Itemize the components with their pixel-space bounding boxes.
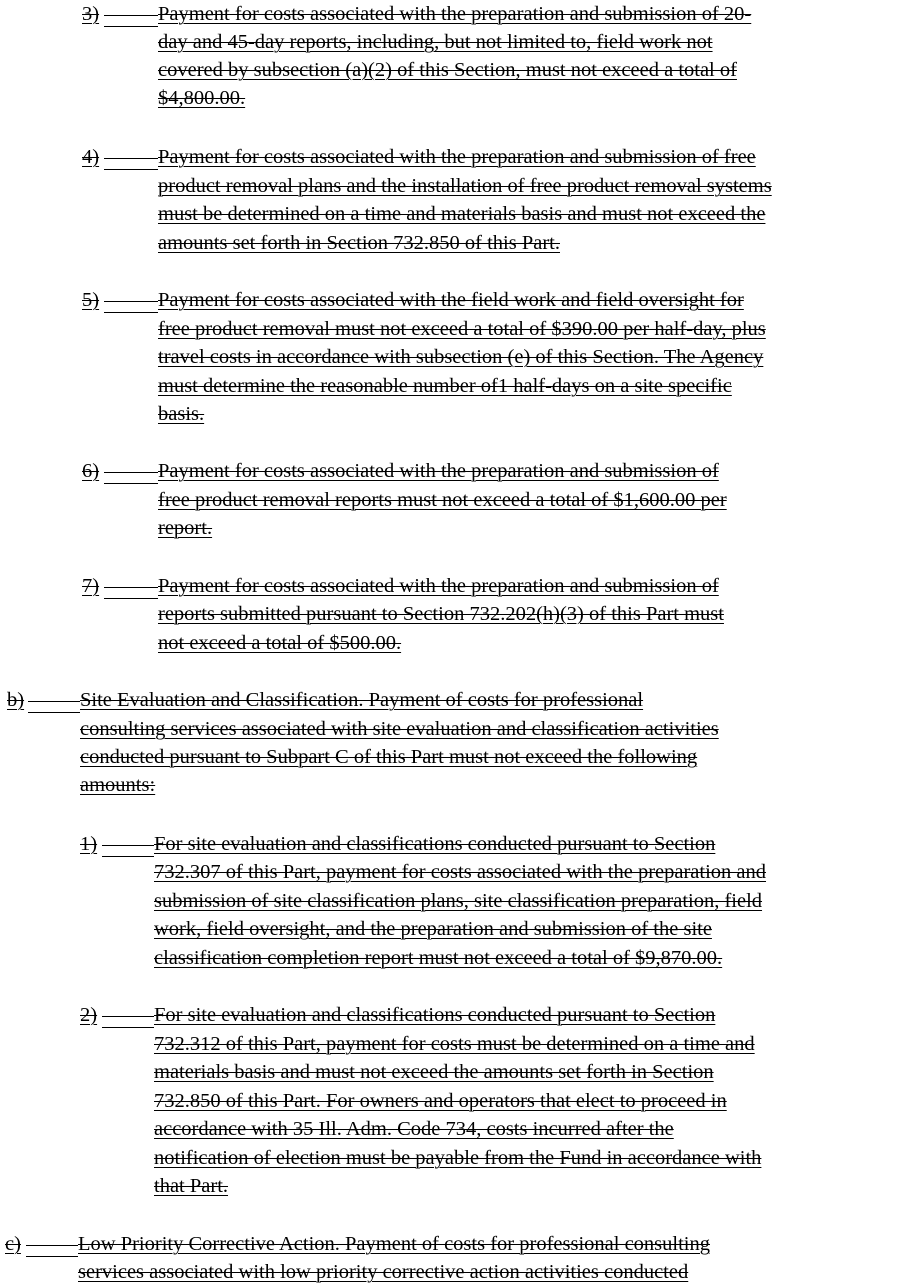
text-line: accordance with 35 Ill. Adm. Code 734, costs incurred after the bbox=[154, 1118, 674, 1140]
text-line: Payment for costs associated with the preparation and submission of bbox=[158, 575, 719, 597]
text-line: free product removal must not exceed a total of $390.00 per half-day, plus bbox=[158, 318, 766, 340]
item-number: 5) bbox=[82, 289, 100, 311]
text-line: work, field oversight, and the preparation and submission of the site bbox=[154, 918, 712, 940]
text-line: For site evaluation and classifications conducted pursuant to Section bbox=[154, 1004, 716, 1026]
strike-gap bbox=[104, 0, 158, 29]
text-line: Payment for costs associated with the preparation and submission of bbox=[158, 460, 719, 482]
text-line: that Part. bbox=[154, 1175, 229, 1197]
text-line: must be determined on a time and materials basis and must not exceed the bbox=[158, 203, 766, 225]
text-line: materials basis and must not exceed the amounts set forth in Section bbox=[154, 1061, 714, 1083]
text-line: not exceed a total of $500.00. bbox=[158, 632, 402, 654]
text-line: must determine the reasonable number of1 half-days on a site specific bbox=[158, 375, 732, 397]
text-line: product removal plans and the installation of free product removal systems bbox=[158, 175, 772, 197]
strike-gap bbox=[102, 830, 154, 859]
text-line: covered by subsection (a)(2) of this Section, must not exceed a total of bbox=[158, 59, 737, 81]
text-line: 732.312 of this Part, payment for costs must be determined on a time and bbox=[154, 1033, 755, 1055]
text-line: classification completion report must not exceed a total of $9,870.00. bbox=[154, 947, 723, 969]
text-line: amounts set forth in Section 732.850 of this Part. bbox=[158, 232, 560, 254]
text-line: conducted pursuant to Subpart C of this Part must not exceed the following bbox=[80, 746, 698, 768]
item-number: 2) bbox=[80, 1004, 98, 1026]
item-number: 6) bbox=[82, 460, 100, 482]
text-line: Payment for costs associated with the preparation and submission of 20- bbox=[158, 3, 752, 25]
strike-gap bbox=[104, 572, 158, 601]
item-number: 1) bbox=[80, 833, 98, 855]
text-line: Site Evaluation and Classification. Payment of costs for professional bbox=[80, 689, 644, 711]
strike-gap bbox=[26, 1230, 78, 1259]
text-line: 732.850 of this Part. For owners and operators that elect to proceed in bbox=[154, 1090, 727, 1112]
item-number: 7) bbox=[82, 575, 100, 597]
item-number: c) bbox=[5, 1233, 21, 1255]
text-line: day and 45-day reports, including, but not limited to, field work not bbox=[158, 31, 713, 53]
strike-gap bbox=[28, 686, 80, 715]
text-line: notification of election must be payable from the Fund in accordance with bbox=[154, 1147, 762, 1169]
text-line: free product removal reports must not exceed a total of $1,600.00 per bbox=[158, 489, 727, 511]
text-line: submission of site classification plans, site classification preparation, field bbox=[154, 890, 763, 912]
strike-gap bbox=[102, 1001, 154, 1030]
text-line: Payment for costs associated with the field work and field oversight for bbox=[158, 289, 744, 311]
text-line: $4,800.00. bbox=[158, 87, 246, 109]
text-line: amounts: bbox=[80, 774, 156, 796]
item-number: 4) bbox=[82, 146, 100, 168]
text-line: basis. bbox=[158, 403, 205, 425]
item-number: 3) bbox=[82, 3, 100, 25]
text-line: Payment for costs associated with the preparation and submission of free bbox=[158, 146, 756, 168]
strike-gap bbox=[104, 143, 158, 172]
strike-gap bbox=[104, 457, 158, 486]
text-line: 732.307 of this Part, payment for costs associated with the preparation and bbox=[154, 861, 767, 883]
text-line: reports submitted pursuant to Section 732.202(h)(3) of this Part must bbox=[158, 603, 724, 625]
strike-gap bbox=[104, 286, 158, 315]
text-line: consulting services associated with site evaluation and classification activities bbox=[80, 718, 719, 740]
text-line: services associated with low priority corrective action activities conducted bbox=[78, 1261, 689, 1283]
text-line: Low Priority Corrective Action. Payment of costs for professional consulting bbox=[78, 1233, 710, 1255]
text-line: travel costs in accordance with subsection (e) of this Section. The Agency bbox=[158, 346, 764, 368]
text-line: report. bbox=[158, 517, 213, 539]
item-number: b) bbox=[7, 689, 25, 711]
text-line: For site evaluation and classifications conducted pursuant to Section bbox=[154, 833, 716, 855]
